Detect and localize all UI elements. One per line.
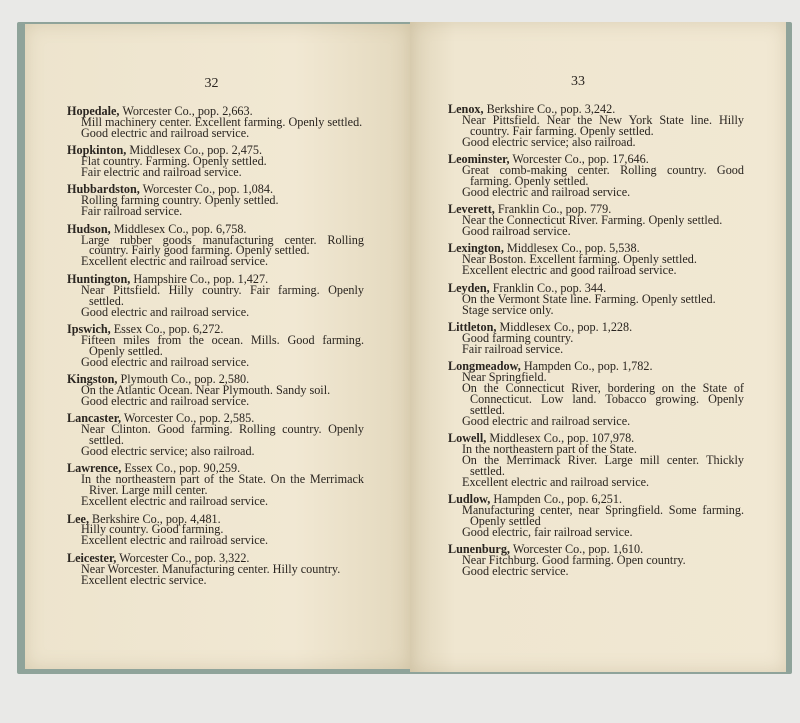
town-name: Lunenburg, xyxy=(448,542,510,557)
town-info: Hampshire Co., pop. 1,427. xyxy=(133,271,269,286)
town-entry xyxy=(448,433,744,488)
entry-description: On the Vermont State line. Farming. Openly settled. xyxy=(462,291,716,306)
town-name: Leyden, xyxy=(448,280,490,295)
town-name: Lenox, xyxy=(448,102,484,116)
town-entry xyxy=(67,374,364,407)
entry-description: On the Connecticut River, bordering on the State of Connecticut. Low land. Tobacco growing. Openly settled. xyxy=(462,380,744,417)
town-entry xyxy=(67,106,364,139)
entry-description: Excellent electric service. xyxy=(81,572,207,587)
town-name: Leicester, xyxy=(67,550,117,565)
town-info: Essex Co., pop. 6,272. xyxy=(113,321,224,336)
entry-description: In the northeastern part of the State. On the Merrimack River. Large mill center. xyxy=(81,472,364,498)
town-entry xyxy=(448,544,744,577)
entry-description: Large rubber goods manufacturing center. Rolling country. Fairly good farming. Openly settled. xyxy=(81,232,364,258)
entry-description: On the Merrimack River. Large mill center. Thickly settled. xyxy=(462,452,744,478)
town-name: Lexington, xyxy=(448,241,504,256)
entry-description: Good electric and railroad service. xyxy=(462,184,631,199)
town-info: Middlesex Co., pop. 2,475. xyxy=(129,143,263,158)
town-info: Middlesex Co., pop. 107,978. xyxy=(489,431,635,446)
page-number: 33 xyxy=(571,74,585,89)
entry-description: Excellent electric and railroad service. xyxy=(81,494,269,509)
entry-description: Mill machinery center. Excellent farming. Openly settled. xyxy=(81,114,363,129)
town-name: Hudson, xyxy=(67,221,111,236)
town-name: Littleton, xyxy=(448,319,497,334)
town-name: Leominster, xyxy=(448,152,510,167)
town-name: Longmeadow, xyxy=(448,359,521,374)
entry-description: Good electric and railroad service. xyxy=(462,413,631,428)
entry-description: Good electric service. xyxy=(462,564,569,579)
entry-description: Near Worcester. Manufacturing center. Hilly country. xyxy=(81,561,341,576)
town-entry xyxy=(67,184,364,217)
entry-description: Near Clinton. Good farming. Rolling country. Openly settled. xyxy=(81,422,364,448)
entry-description: Near Boston. Excellent farming. Openly settled. xyxy=(462,252,697,267)
left-page xyxy=(25,24,410,669)
entry-description: Fifteen miles from the ocean. Mills. Good farming. Openly settled. xyxy=(81,332,364,358)
town-entry xyxy=(448,494,744,538)
page-number: 32 xyxy=(204,76,219,91)
town-info: Worcester Co., pop. 1,084. xyxy=(142,182,274,197)
town-info: Worcester Co., pop. 1,610. xyxy=(512,542,644,557)
town-entry xyxy=(448,280,744,317)
town-name: Lee, xyxy=(67,511,89,526)
entry-description: On the Atlantic Ocean. Near Plymouth. Sandy soil. xyxy=(81,382,331,397)
entry-description: Rolling farming country. Openly settled. xyxy=(81,193,279,208)
entry-description: Excellent electric and railroad service. xyxy=(81,533,269,548)
town-entry xyxy=(448,104,744,148)
entry-description: Great comb-making center. Rolling country. Good farming. Openly settled. xyxy=(462,163,744,188)
entry-list xyxy=(448,104,744,583)
entry-list xyxy=(67,106,364,592)
town-name: Leverett, xyxy=(448,202,495,217)
entry-description: Near Pittsfield. Near the New York State line. Hilly country. Fair farming. Openly settled. xyxy=(462,112,744,138)
town-name: Ludlow, xyxy=(448,492,491,507)
entry-description: In the northeastern part of the State. xyxy=(462,441,637,456)
entry-description: Good electric and railroad service. xyxy=(81,354,250,369)
town-info: Worcester Co., pop. 3,322. xyxy=(119,550,250,565)
entry-description: Good electric service; also railroad. xyxy=(81,443,255,458)
entry-description: Flat country. Farming. Openly settled. xyxy=(81,154,267,169)
town-entry xyxy=(67,145,364,178)
town-entry xyxy=(448,243,744,276)
entry-description: Excellent electric and good railroad service. xyxy=(462,263,677,278)
town-info: Franklin Co., pop. 779. xyxy=(497,202,612,217)
town-info: Hampden Co., pop. 6,251. xyxy=(493,492,623,507)
town-info: Middlesex Co., pop. 5,538. xyxy=(506,241,640,256)
entry-description: Near the Connecticut River. Farming. Openly settled. xyxy=(462,213,723,228)
town-entry xyxy=(67,271,364,319)
town-name: Lawrence, xyxy=(67,461,122,476)
town-entry xyxy=(448,204,744,237)
town-info: Worcester Co., pop. 17,646. xyxy=(512,152,649,167)
town-name: Lancaster, xyxy=(67,411,122,426)
entry-description: Good electric and railroad service. xyxy=(81,125,250,140)
town-entry xyxy=(448,361,744,426)
town-info: Plymouth Co., pop. 2,580. xyxy=(120,372,250,387)
town-name: Ipswich, xyxy=(67,321,111,336)
entry-description: Manufacturing center, near Springfield. Some farming. Openly settled xyxy=(462,503,744,528)
town-name: Hubbardston, xyxy=(67,182,140,197)
town-info: Worcester Co., pop. 2,585. xyxy=(123,411,255,426)
entry-description: Fair railroad service. xyxy=(462,341,564,356)
town-name: Kingston, xyxy=(67,372,118,387)
town-info: Essex Co., pop. 90,259. xyxy=(124,461,241,476)
entry-description: Stage service only. xyxy=(462,302,554,317)
town-name: Huntington, xyxy=(67,271,131,286)
entry-description: Good electric, fair railroad service. xyxy=(462,524,633,539)
entry-description: Hilly country. Good farming. xyxy=(81,522,224,537)
town-entry xyxy=(67,221,364,269)
entry-description: Fair electric and railroad service. xyxy=(81,165,242,180)
entry-description: Good electric service; also railroad. xyxy=(462,134,636,149)
town-info: Franklin Co., pop. 344. xyxy=(492,280,607,295)
town-entry xyxy=(67,413,364,457)
entry-description: Good farming country. xyxy=(462,330,574,345)
town-entry xyxy=(67,550,364,587)
entry-description: Near Fitchburg. Good farming. Open country. xyxy=(462,553,686,568)
entry-description: Good railroad service. xyxy=(462,224,571,239)
entry-description: Near Springfield. xyxy=(462,370,547,385)
town-info: Hampden Co., pop. 1,782. xyxy=(523,359,653,374)
entry-description: Good electric and railroad service. xyxy=(81,393,250,408)
town-entry xyxy=(448,154,744,198)
town-info: Berkshire Co., pop. 3,242. xyxy=(486,102,616,116)
town-info: Berkshire Co., pop. 4,481. xyxy=(92,511,221,526)
town-entry xyxy=(448,319,744,356)
entry-description: Good electric and railroad service. xyxy=(81,304,250,319)
right-page xyxy=(410,22,786,672)
entry-description: Fair railroad service. xyxy=(81,204,183,219)
town-name: Hopedale, xyxy=(67,104,120,118)
town-entry xyxy=(67,463,364,507)
town-entry xyxy=(67,511,364,548)
entry-description: Excellent electric and railroad service. xyxy=(462,474,650,489)
town-entry xyxy=(67,321,364,369)
town-name: Hopkinton, xyxy=(67,143,127,158)
entry-description: Excellent electric and railroad service. xyxy=(81,254,269,269)
entry-description: Near Pittsfield. Hilly country. Fair farming. Openly settled. xyxy=(81,282,364,308)
town-info: Worcester Co., pop. 2,663. xyxy=(122,104,253,118)
town-info: Middlesex Co., pop. 1,228. xyxy=(499,319,633,334)
town-info: Middlesex Co., pop. 6,758. xyxy=(113,221,247,236)
town-name: Lowell, xyxy=(448,431,487,446)
